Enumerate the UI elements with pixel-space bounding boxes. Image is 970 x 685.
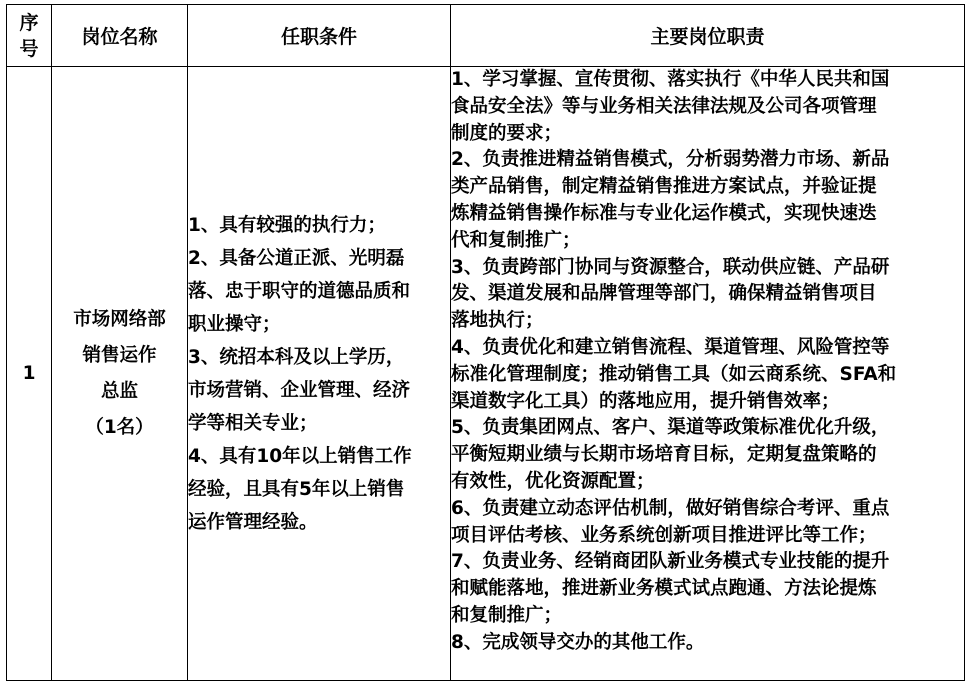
duty-line: 5、负责集团网点、客户、渠道等政策标准优化升级， bbox=[451, 417, 890, 439]
header-seq-line: 号 bbox=[19, 37, 39, 60]
duty-line: 2、负责推进精益销售模式，分析弱势潜力市场、新品 bbox=[451, 149, 890, 171]
requirement-line: 学等相关专业； bbox=[188, 412, 318, 434]
duty-line: 代和复制推广； bbox=[451, 229, 581, 251]
row-seq: 1 bbox=[7, 67, 52, 681]
header-seq bbox=[7, 5, 52, 67]
duty-line: 8、完成领导交办的其他工作。 bbox=[451, 631, 705, 653]
requirement-line: 市场营销、企业管理、经济 bbox=[188, 379, 411, 401]
requirement-line: 3、统招本科及以上学历， bbox=[188, 346, 405, 368]
table-row bbox=[7, 67, 965, 681]
duty-line: 炼精益销售操作标准与专业化运作模式，实现快速迭 bbox=[451, 202, 877, 224]
position-name-line: （1名） bbox=[85, 416, 154, 438]
duty-line: 发、渠道发展和品牌管理等部门，确保精益销售项目 bbox=[451, 283, 877, 305]
duty-line: 平衡短期业绩与长期市场培育目标，定期复盘策略的 bbox=[451, 444, 877, 466]
header-duties: 主要岗位职责 bbox=[451, 5, 965, 67]
position-name-line: 销售运作 bbox=[82, 344, 157, 366]
requirement-line: 1、具有较强的执行力； bbox=[188, 214, 386, 236]
duty-line: 4、负责优化和建立销售流程、渠道管理、风险管控等 bbox=[451, 336, 890, 358]
requirement-line: 2、具备公道正派、光明磊 bbox=[188, 247, 405, 269]
row-requirements bbox=[188, 67, 451, 681]
duty-line: 和赋能落地，推进新业务模式试点跑通、方法论提炼 bbox=[451, 578, 877, 600]
header-seq-line: 序 bbox=[19, 11, 39, 34]
position-name-line: 市场网络部 bbox=[73, 308, 166, 330]
requirement-line: 经验，且具有5年以上销售 bbox=[188, 478, 405, 500]
row-position-name bbox=[52, 67, 188, 681]
header-requirements: 任职条件 bbox=[188, 5, 451, 67]
duty-line: 项目评估考核、业务系统创新项目推进评比等工作； bbox=[451, 524, 877, 546]
job-table bbox=[6, 4, 965, 681]
duty-line: 和复制推广； bbox=[451, 604, 563, 626]
duty-line: 食品安全法》等与业务相关法律法规及公司各项管理 bbox=[451, 95, 877, 117]
duty-line: 7、负责业务、经销商团队新业务模式专业技能的提升 bbox=[451, 551, 890, 573]
duty-line: 类产品销售，制定精益销售推进方案试点，并验证提 bbox=[451, 176, 877, 198]
position-name-line: 总监 bbox=[100, 380, 138, 402]
duty-line: 有效性，优化资源配置； bbox=[451, 470, 655, 492]
row-duties bbox=[451, 67, 965, 681]
duty-line: 标准化管理制度；推动销售工具（如云商系统、SFA和 bbox=[451, 363, 897, 385]
duty-line: 落地执行； bbox=[451, 310, 544, 332]
duty-line: 3、负责跨部门协同与资源整合，联动供应链、产品研 bbox=[451, 256, 890, 278]
requirement-line: 4、具有10年以上销售工作 bbox=[188, 445, 412, 467]
duty-line: 6、负责建立动态评估机制，做好销售综合考评、重点 bbox=[451, 497, 890, 519]
requirement-line: 职业操守； bbox=[188, 313, 281, 335]
header-row bbox=[7, 5, 965, 67]
header-position-name: 岗位名称 bbox=[52, 5, 188, 67]
duty-line: 制度的要求； bbox=[451, 122, 563, 144]
requirement-line: 运作管理经验。 bbox=[188, 511, 318, 533]
duty-line: 1、学习掌握、宣传贯彻、落实执行《中华人民共和国 bbox=[451, 69, 890, 90]
duty-line: 渠道数字化工具）的落地应用，提升销售效率； bbox=[451, 390, 840, 412]
requirement-line: 落、忠于职守的道德品质和 bbox=[188, 280, 411, 302]
